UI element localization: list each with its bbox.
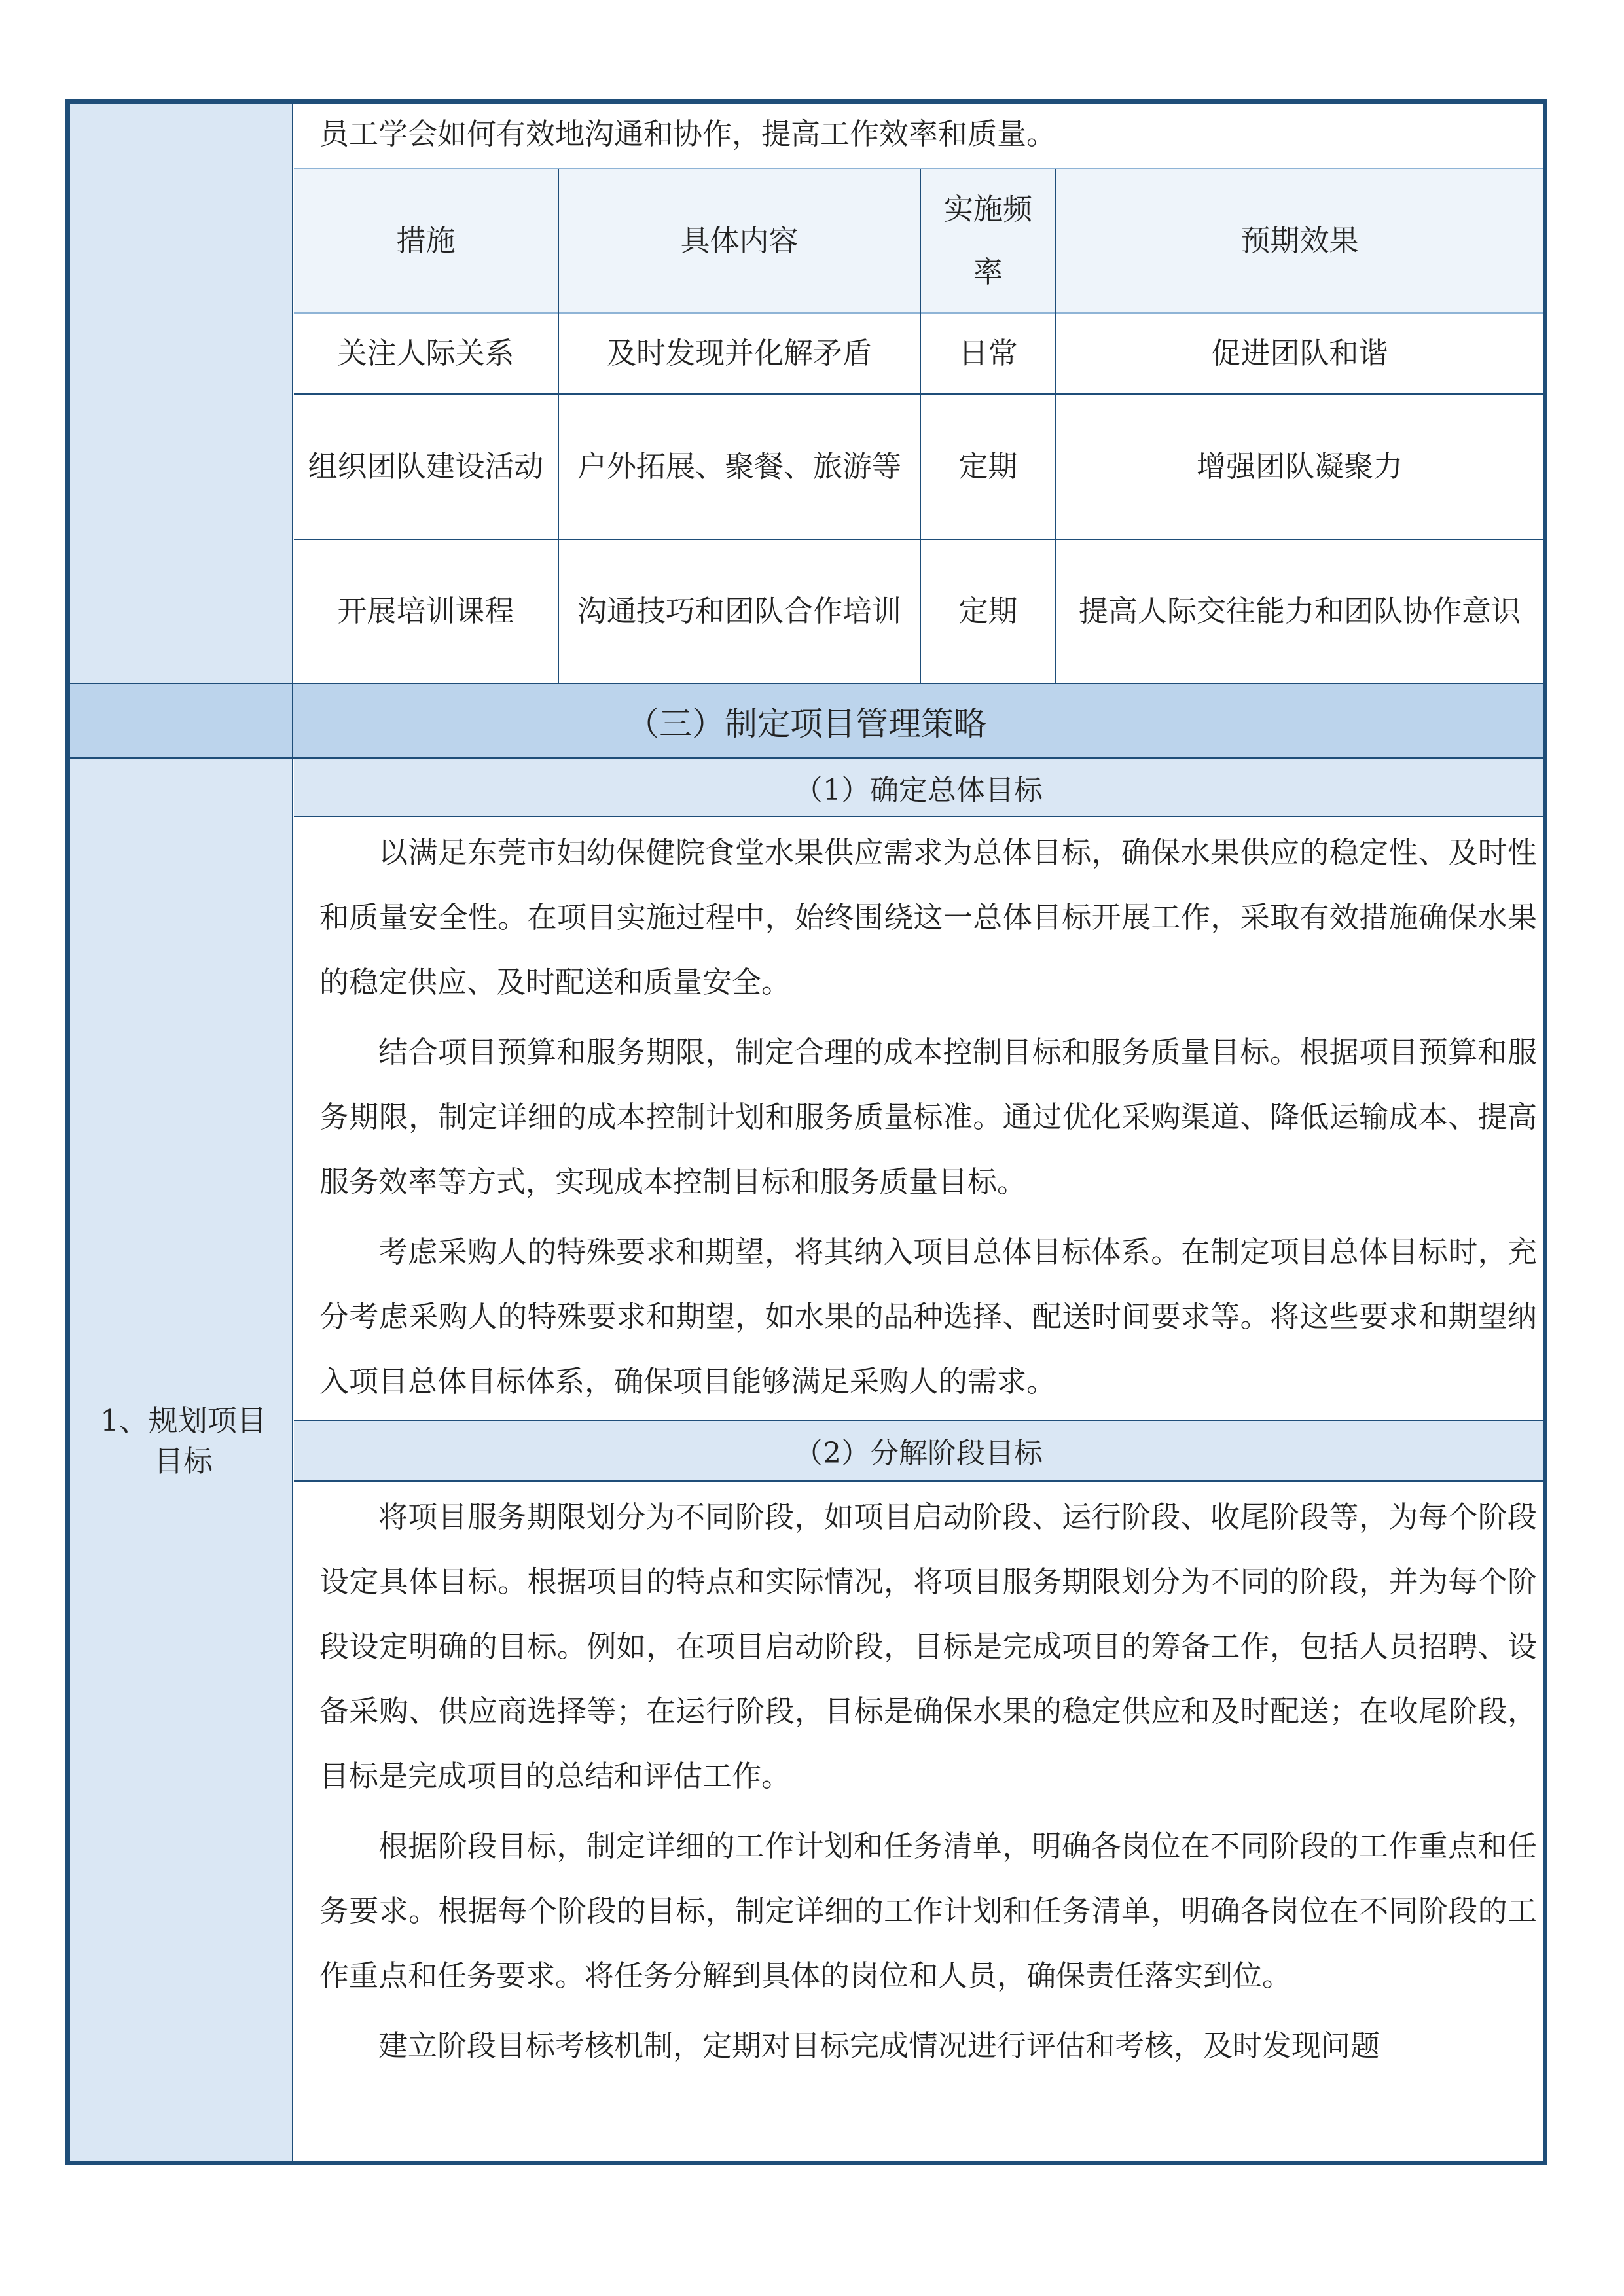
sub2-title: （2）分解阶段目标: [794, 1437, 1043, 1470]
left-label: [98, 1401, 268, 1482]
sub1-title: （1）确定总体目标: [794, 774, 1043, 807]
sub2-body: [319, 1484, 1537, 2159]
table-row2-frequency: 定期: [958, 449, 1018, 484]
table-row3-measure: 开展培训课程: [337, 594, 514, 628]
sub1-paragraph-1: 以满足东莞市妇幼保健院食堂水果供应需求为总体目标，确保水果供应的稳定性、及时性和质量安全性。在项目实施过程中，始终围绕这一总体目标开展工作，采取有效措施确保水果的稳定供应、及时配送和质量安全。: [319, 835, 1537, 999]
table-row2-content: 户外拓展、聚餐、旅游等: [577, 449, 901, 484]
sub1-paragraph-3: 考虑采购人的特殊要求和期望，将其纳入项目总体目标体系。在制定项目总体目标时，充分考虑采购人的特殊要求和期望，如水果的品种选择、配送时间要求等。将这些要求和期望纳入项目总体目标体系，确保项目能够满足采购人的需求。: [319, 1234, 1537, 1399]
table-row1-content: 及时发现并化解矛盾: [606, 336, 872, 370]
sub2-paragraph-1: 将项目服务期限划分为不同阶段，如项目启动阶段、运行阶段、收尾阶段等，为每个阶段设定具体目标。根据项目的特点和实际情况，将项目服务期限划分为不同的阶段，并为每个阶段设定明确的目标。例如，在项目启动阶段，目标是完成项目的筹备工作，包括人员招聘、设备采购、供应商选择等；在运行阶段，目标是确保水果的稳定供应和及时配送；在收尾阶段，目标是完成项目的总结和评估工作。: [319, 1499, 1537, 1793]
table-header-measure: 措施: [396, 223, 456, 258]
sub1-body: [319, 820, 1537, 1418]
table-row3-effect: 提高人际交往能力和团队协作意识: [1078, 594, 1521, 628]
table-row1-frequency: 日常: [958, 336, 1018, 370]
table-row2-effect: 增强团队凝聚力: [1196, 449, 1403, 484]
table-row3-frequency: 定期: [958, 594, 1018, 628]
sub2-paragraph-2: 根据阶段目标，制定详细的工作计划和任务清单，明确各岗位在不同阶段的工作重点和任务要求。根据每个阶段的目标，制定详细的工作计划和任务清单，明确各岗位在不同阶段的工作重点和任务要求。将任务分解到具体的岗位和人员，确保责任落实到位。: [319, 1829, 1537, 1993]
table-row1-measure: 关注人际关系: [337, 336, 514, 370]
table-header-effect: 预期效果: [1240, 223, 1359, 258]
table-row2-measure: 组织团队建设活动: [308, 449, 544, 484]
table-row1-effect: 促进团队和谐: [1211, 336, 1388, 370]
table-row3-content: 沟通技巧和团队合作培训: [577, 594, 901, 628]
table-header-content: 具体内容: [680, 223, 799, 258]
table-header-frequency: 实施频率: [943, 191, 1032, 289]
sub2-paragraph-3: 建立阶段目标考核机制，定期对目标完成情况进行评估和考核，及时发现问题: [378, 2028, 1380, 2063]
sub1-paragraph-2: 结合项目预算和服务期限，制定合理的成本控制目标和服务质量目标。根据项目预算和服务期限，制定详细的成本控制计划和服务质量标准。通过优化采购渠道、降低运输成本、提高服务效率等方式，实现成本控制目标和服务质量目标。: [319, 1035, 1537, 1199]
left-label-text: 1、规划项目目标: [100, 1403, 266, 1479]
top-text: 员工学会如何有效地沟通和协作，提高工作效率和质量。: [319, 117, 1056, 151]
section-title: （三）制定项目管理策略: [626, 704, 986, 743]
